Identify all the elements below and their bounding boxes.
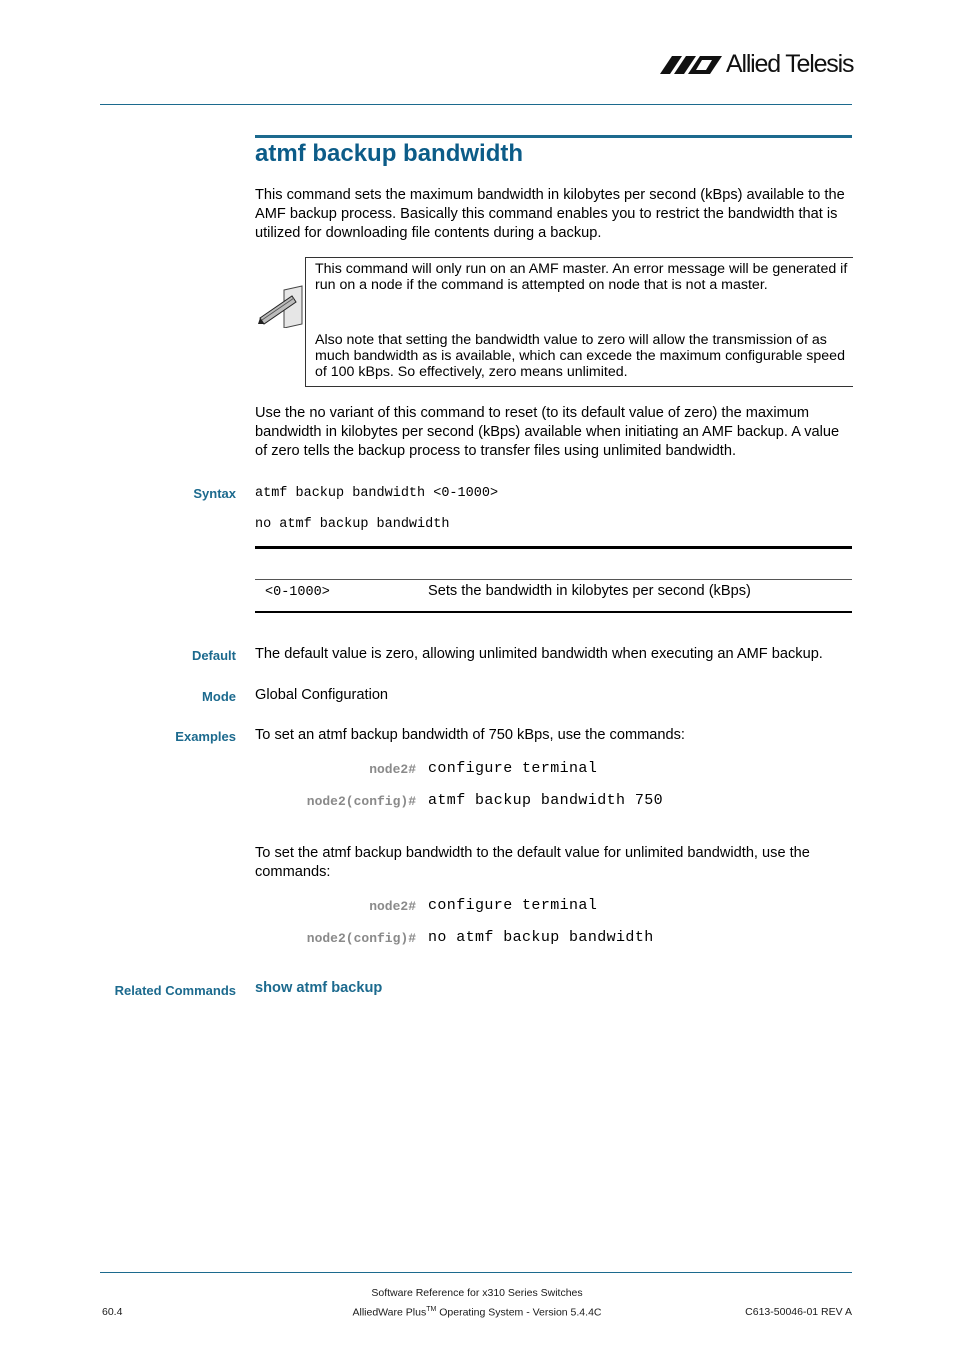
mode-text: Global Configuration <box>255 687 389 703</box>
header-divider <box>100 104 852 105</box>
title-rule <box>255 135 852 138</box>
note-bottom-rule <box>305 386 853 387</box>
example-prompt: node2(config)# <box>306 931 416 946</box>
param-table-row-rule <box>255 579 852 580</box>
footer-os: Operating System - Version 5.4.4C <box>436 1306 602 1319</box>
param-name: <0-1000> <box>265 585 330 600</box>
example-command: atmf backup bandwidth 750 <box>428 792 664 809</box>
footer-trademark: TM <box>426 1306 437 1313</box>
logo-mark-icon <box>660 54 722 74</box>
default-label: Default <box>191 648 236 663</box>
page-title: atmf backup bandwidth <box>255 140 524 167</box>
syntax-line-2: no atmf backup bandwidth <box>255 517 450 532</box>
param-description: Sets the bandwidth in kilobytes per second (kBps) <box>428 583 751 599</box>
related-commands-label: Related Commands <box>114 983 236 998</box>
note-text-2: Also note that setting the bandwidth value to zero will allow the transmission of as much bandwidth as is available, which can excede the maximum configurable speed of 100 kBps. So effectively, zero means unlimited. <box>315 332 845 380</box>
intro-paragraph: This command sets the maximum bandwidth in kilobytes per second (kBps) available to the AMF backup process. Basically this command enables you to restrict the bandwidth that is utilized for downloading file contents during a backup. <box>255 187 845 241</box>
footer-page-number: 60.4 <box>102 1306 123 1318</box>
footer-title: Software Reference for x310 Series Switches <box>371 1287 583 1299</box>
footer-product: AlliedWare Plus <box>352 1306 427 1319</box>
note-text-1: This command will only run on an AMF master. An error message will be generated if run on a node if the command is attempted on node that is not a master. <box>315 261 848 293</box>
note-top-rule <box>305 257 853 258</box>
company-logo <box>660 50 855 80</box>
pencil-note-icon <box>256 284 306 328</box>
related-command-link[interactable]: show atmf backup <box>255 980 383 996</box>
example-prompt: node2# <box>369 762 416 777</box>
logo-text: Allied Telesis <box>726 50 854 78</box>
mode-label: Mode <box>202 689 236 704</box>
examples-intro-1: To set an atmf backup bandwidth of 750 kBps, use the commands: <box>255 727 685 743</box>
param-table-header-rule <box>255 546 852 549</box>
example-command: no atmf backup bandwidth <box>428 929 654 946</box>
footer-doc-number: C613-50046-01 REV A <box>745 1306 852 1318</box>
example-prompt: node2# <box>369 899 416 914</box>
default-text: The default value is zero, allowing unlimited bandwidth when executing an AMF backup. <box>255 646 823 662</box>
no-variant-paragraph: Use the no variant of this command to reset (to its default value of zero) the maximum bandwidth in kilobytes per second (kBps) available when initiating an AMF backup. A value of zero tells the backup process to transfer files using unlimited bandwidth. <box>255 405 840 459</box>
example-command: configure terminal <box>428 760 598 777</box>
param-table-bottom-rule <box>255 611 852 613</box>
syntax-line-1: atmf backup bandwidth <0-1000> <box>255 486 499 501</box>
footer-divider <box>100 1272 852 1273</box>
example-prompt: node2(config)# <box>306 794 416 809</box>
syntax-label: Syntax <box>193 486 236 501</box>
examples-label: Examples <box>175 729 236 744</box>
examples-intro-2: To set the atmf backup bandwidth to the default value for unlimited bandwidth, use the commands: <box>255 845 810 880</box>
example-command: configure terminal <box>428 897 598 914</box>
